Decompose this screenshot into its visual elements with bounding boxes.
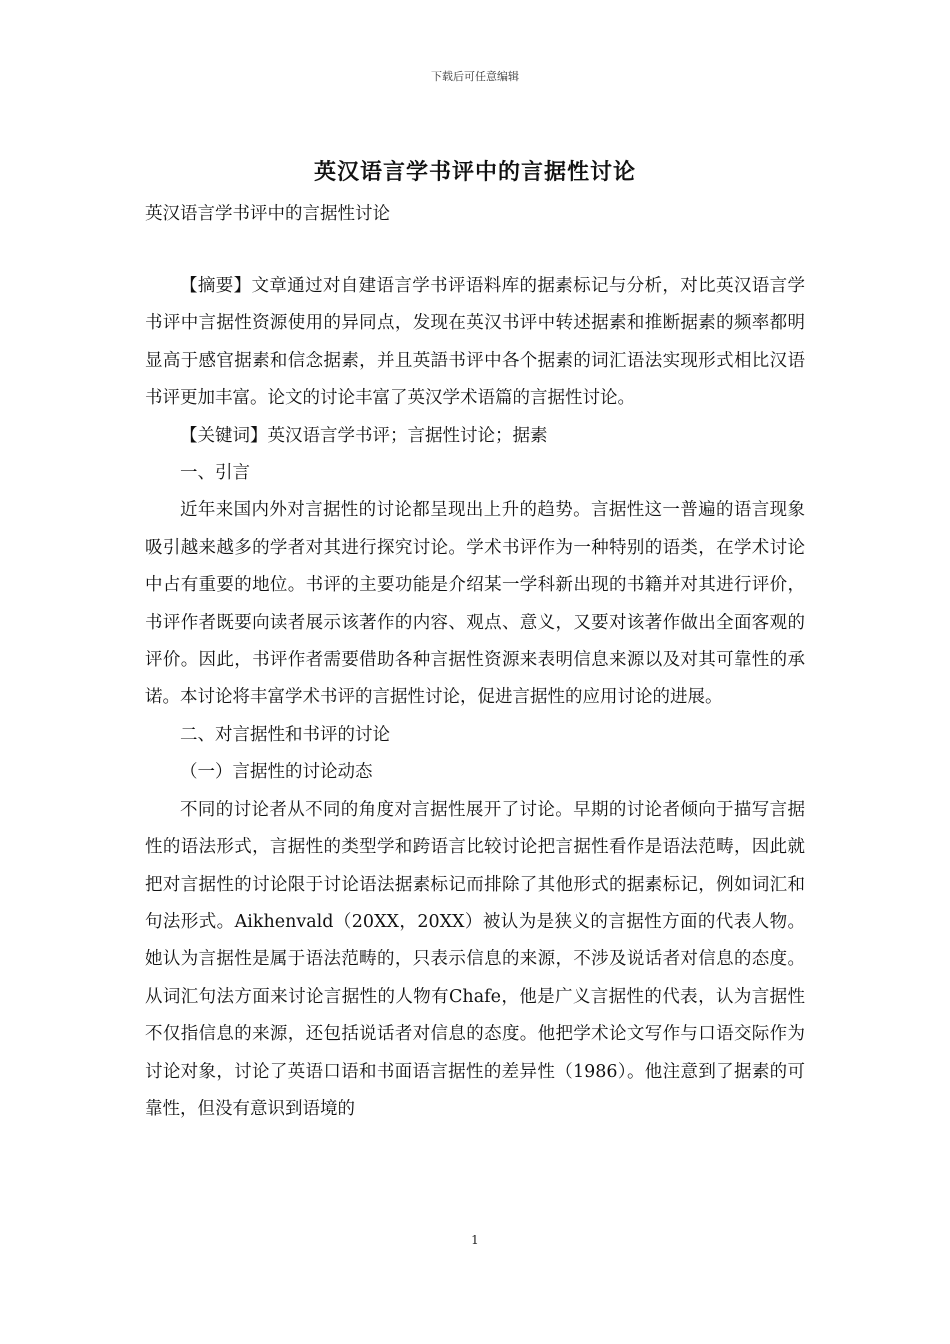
section-heading-introduction: 一、引言 xyxy=(180,463,250,484)
page-header: 下载后可任意编辑 xyxy=(431,70,519,83)
document-body xyxy=(145,268,805,1128)
document-title: 英汉语言学书评中的言据性讨论 xyxy=(313,159,636,185)
page-number: 1 xyxy=(471,1233,479,1247)
document-subtitle: 英汉语言学书评中的言据性讨论 xyxy=(145,204,390,224)
keywords-paragraph: 【关键词】英汉语言学书评；言据性讨论；据素 xyxy=(180,425,548,446)
introduction-paragraph: 近年来国内外对言据性的讨论都呈现出上升的趋势。言据性这一普遍的语言现象吸引越来越多的学者对其进行探究讨论。学术书评作为一种特别的语类，在学术讨论中占有重要的地位。书评的主要功能是介绍某一学科新出现的书籍并对其进行评价，书评作者既要向读者展示该著作的内容、观点、意义，又要对该著作做出全面客观的评价。因此，书评作者需要借助各种言据性资源来表明信息来源以及对其可靠性的承诺。本讨论将丰富学术书评的言据性讨论，促进言据性的应用讨论的进展。 xyxy=(145,500,805,708)
section-heading-research: 二、对言据性和书评的讨论 xyxy=(180,724,390,745)
abstract-paragraph: 【摘要】文章通过对自建语言学书评语料库的据素标记与分析，对比英汉语言学书评中言据性资源使用的异同点，发现在英汉书评中转述据素和推断据素的频率都明显高于感官据素和信念据素，并且英語书评中各个据素的词汇语法实现形式相比汉语书评更加丰富。论文的讨论丰富了英汉学术语篇的言据性讨论。 xyxy=(145,276,805,409)
research-dynamics-paragraph: 不同的讨论者从不同的角度对言据性展开了讨论。早期的讨论者倾向于描写言据性的语法形式，言据性的类型学和跨语言比较讨论把言据性看作是语法范畴，因此就把对言据性的讨论限于讨论语法据素标记而排除了其他形式的据素标记，例如词汇和句法形式。Aikhenvald（20XX，20XX）被认为是狭义的言据性方面的代表人物。她认为言据性是属于语法范畴的，只表示信息的来源，不涉及说话者对信息的态度。从词汇句法方面来讨论言据性的人物有Chafe，他是广义言据性的代表，认为言据性不仅指信息的来源，还包括说话者对信息的态度。他把学术论文写作与口语交际作为讨论对象，讨论了英语口语和书面语言据性的差异性（1986）。他注意到了据素的可靠性，但没有意识到语境的 xyxy=(145,799,805,1119)
subsection-heading-dynamics: （一）言据性的讨论动态 xyxy=(180,762,373,783)
